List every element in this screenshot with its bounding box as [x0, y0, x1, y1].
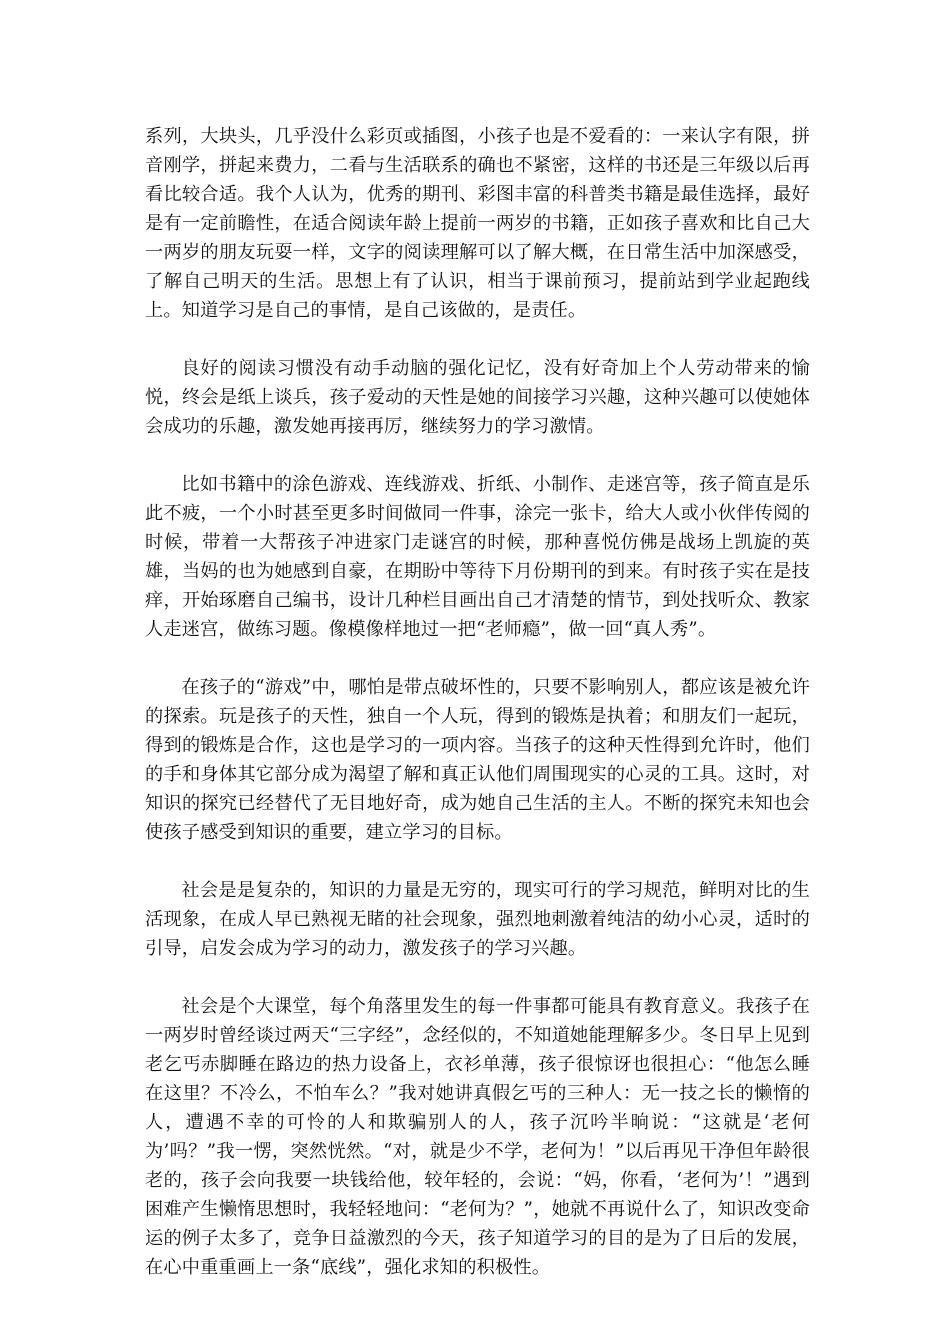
paragraph-6: 社会是个大课堂，每个角落里发生的每一件事都可能具有教育意义。我孩子在一两岁时曾经谈过两天“三字经”，念经似的，不知道她能理解多少。冬日早上见到老乞丐赤脚睡在路边的热力设备上，衣衫单薄，孩子很惊讶也很担心：“他怎么睡在这里？不冷么，不怕车么？”我对她讲真假乞丐的三种人：无一技之长的懒惰的人，遭遇不幸的可怜的人和欺骗别人的人，孩子沉吟半晌说：“这就是‘老何为’吗？”我一愣，突然恍然。“对，就是少不学，老何为！”以后再见干净但年龄很老的，孩子会向我要一块钱给他，较年轻的，会说：“妈，你看，‘老何为’！”遇到困难产生懒惰思想时，我轻轻地问：“老何为？”，她就不再说什么了，知识改变命运的例子太多了，竞争日益激烈的今天，孩子知道学习的目的是为了日后的发展，在心中重重画上一条“底线”，强化求知的积极性。 — [145, 996, 810, 1278]
paragraph-1: 系列，大块头，几乎没什么彩页或插图，小孩子也是不爱看的：一来认字有限，拼音刚学，拼起来费力，二看与生活联系的确也不紧密，这样的书还是三年级以后再看比较合适。我个人认为，优秀的期刊、彩图丰富的科普类书籍是最佳选择，最好是有一定前瞻性，在适合阅读年龄上提前一两岁的书籍，正如孩子喜欢和比自己大一两岁的朋友玩耍一样，文字的阅读理解可以了解大概，在日常生活中加深感受，了解自己明天的生活。思想上有了认识，相当于课前预习，提前站到学业起跑线上。知道学习是自己的事情，是自己该做的，是责任。 — [145, 126, 810, 321]
document-body — [145, 122, 810, 1311]
paragraph-3: 比如书籍中的涂色游戏、连线游戏、折纸、小制作、走迷宫等，孩子简直是乐此不疲，一个小时甚至更多时间做同一件事，涂完一张卡，给大人或小伙伴传阅的时候，带着一大帮孩子冲进家门走谜宫的时候，那种喜悦仿佛是战场上凯旋的英雄，当妈的也为她感到自豪，在期盼中等待下月份期刊的到来。有时孩子实在是技痒，开始琢磨自己编书，设计几种栏目画出自己才清楚的情节，到处找听众、教家人走迷宫，做练习题。像模像样地过一把“老师瘾”，做一回“真人秀”。 — [145, 474, 810, 640]
paragraph-2: 良好的阅读习惯没有动手动脑的强化记忆，没有好奇加上个人劳动带来的愉悦，终会是纸上谈兵，孩子爱动的天性是她的间接学习兴趣，这种兴趣可以使她体会成功的乐趣，激发她再接再厉，继续努力的学习激情。 — [145, 358, 810, 437]
paragraph-4: 在孩子的“游戏”中，哪怕是带点破坏性的，只要不影响别人，都应该是被允许的探索。玩是孩子的天性，独自一个人玩，得到的锻炼是执着；和朋友们一起玩，得到的锻炼是合作，这也是学习的一项内容。当孩子的这种天性得到允许时，他们的手和身体其它部分成为渴望了解和真正认他们周围现实的心灵的工具。这时，对知识的探究已经替代了无目地好奇，成为她自己生活的主人。不断的探究未知也会使孩子感受到知识的重要，建立学习的目标。 — [145, 677, 810, 843]
paragraph-5: 社会是是复杂的，知识的力量是无穷的，现实可行的学习规范，鲜明对比的生活现象，在成人早已熟视无睹的社会现象，强烈地刺激着纯洁的幼小心灵，适时的引导，启发会成为学习的动力，激发孩子的学习兴趣。 — [145, 880, 810, 959]
